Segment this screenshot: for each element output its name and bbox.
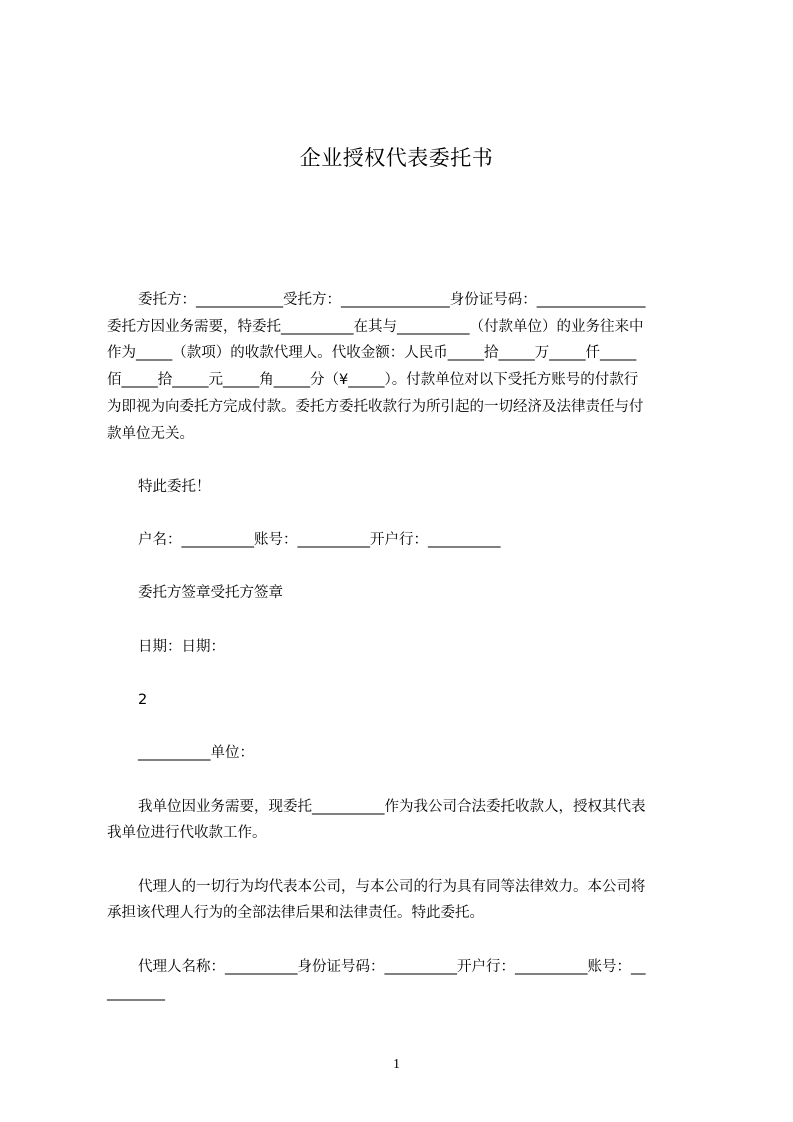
agent-info-line: 代理人名称：__________身份证号码：__________开户行：__________账号：__ bbox=[138, 959, 646, 975]
paragraph-line: 作为_____（款项）的收款代理人。代收金额：人民币_____拾_____万_____仟_____ bbox=[107, 345, 637, 361]
signature-line: 委托方签章受托方签章 bbox=[138, 585, 283, 601]
principal-info-line: 委托方：____________受托方：_______________身份证号码：_______________ bbox=[138, 292, 646, 308]
account-info-line: 户名：__________账号：__________开户行：__________ bbox=[138, 532, 501, 548]
paragraph-line: 为即视为向委托方完成付款。委托方委托收款行为所引起的一切经济及法律责任与付 bbox=[107, 399, 644, 415]
paragraph-line: 我单位因业务需要，现委托__________作为我公司合法委托收款人，授权其代表 bbox=[138, 799, 646, 815]
paragraph-line: 承担该代理人行为的全部法律后果和法律责任。特此委托。 bbox=[107, 905, 484, 921]
agent-info-line-continued: ________ bbox=[107, 985, 165, 1001]
paragraph-line: 我单位进行代收款工作。 bbox=[107, 825, 267, 841]
paragraph-line: 代理人的一切行为均代表本公司，与本公司的行为具有同等法律效力。本公司将 bbox=[138, 879, 646, 895]
paragraph-line: 委托方因业务需要，特委托__________在其与__________（付款单位）的业务往来中 bbox=[107, 319, 644, 335]
document-title: 企业授权代表委托书 bbox=[299, 146, 494, 170]
paragraph-line: 款单位无关。 bbox=[107, 426, 194, 442]
date-line: 日期：日期： bbox=[138, 639, 225, 655]
section-number: 2 bbox=[138, 692, 148, 708]
unit-line: __________单位： bbox=[138, 745, 254, 761]
paragraph-line: 佰_____拾_____元_____角_____分（¥_____）。付款单位对以下受托方账号的付款行 bbox=[107, 372, 639, 388]
page-number: 1 bbox=[393, 1057, 400, 1072]
special-entrust-text: 特此委托！ bbox=[138, 479, 211, 495]
